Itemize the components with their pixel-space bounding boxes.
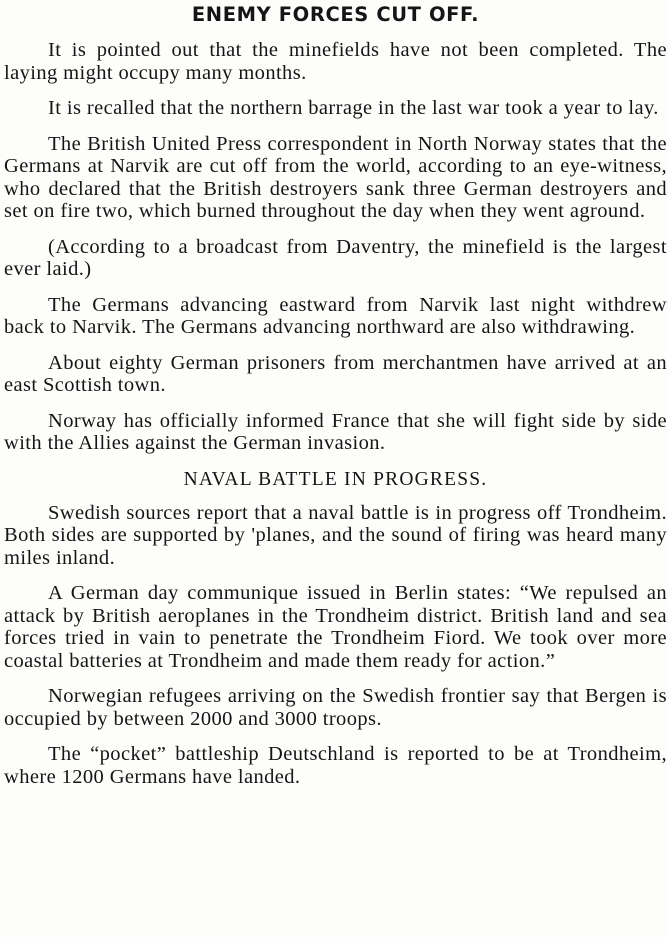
paragraph-prisoners: About eighty German prisoners from merchantmen have arrived at an east Scottish town. — [4, 351, 667, 396]
paragraph-deutschland: The “pocket” battleship Deutschland is reported to be at Trondheim, where 1200 Germans have landed. — [4, 743, 667, 788]
paragraph-germans-withdraw: The Germans advancing eastward from Narvik last night withdrew back to Narvik. The Germans advancing northward are also withdrawing. — [4, 293, 667, 338]
paragraph-minefields: It is pointed out that the minefields have not been completed. The laying might occupy many months. — [4, 39, 667, 84]
headline: ENEMY FORCES CUT OFF. — [191, 3, 480, 26]
paragraph-norwegian-refugees: Norwegian refugees arriving on the Swedish frontier say that Bergen is occupied by between 2000 and 3000 troops. — [4, 685, 667, 730]
paragraph-norway-allies: Norway has officially informed France that she will fight side by side with the Allies against the German invasion. — [4, 409, 667, 454]
paragraph-northern-barrage: It is recalled that the northern barrage in the last war took a year to lay. — [48, 97, 659, 119]
paragraph-naval-battle: Swedish sources report that a naval battle is in progress off Trondheim. Both sides are supported by 'planes, and the sound of firing was heard many miles inland. — [4, 501, 667, 569]
paragraph-german-communique: A German day communique issued in Berlin states: “We repulsed an attack by British aeroplanes in the Trondheim district. British land and sea forces tried in vain to penetrate the Trondheim Fiord. We took over more coastal batteries at Trondheim and made them ready for action.” — [4, 582, 667, 672]
subheading: NAVAL BATTLE IN PROGRESS. — [183, 468, 488, 490]
paragraph-daventry-broadcast: (According to a broadcast from Daventry, the minefield is the largest ever laid.) — [4, 235, 667, 280]
paragraph-narvik-cut-off: The British United Press correspondent in North Norway states that the Germans at Narvik are cut off from the world, according to an eye-witness, who declared that the British destroyers sank three German destroyers and set on fire two, which burned throughout the day when they went aground. — [4, 132, 667, 222]
